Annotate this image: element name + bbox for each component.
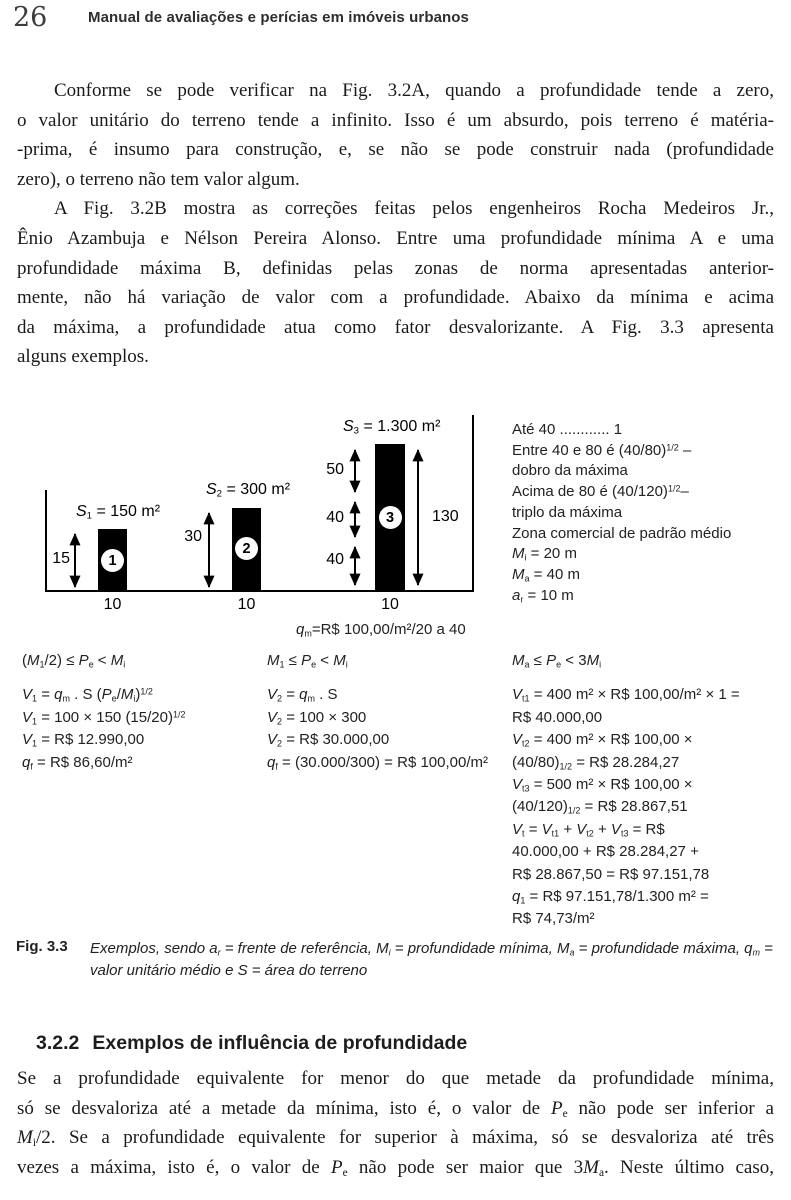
condition: $(M_1/2) \le P_e < M_i$ — [22, 652, 126, 670]
formula-line: 40.000,00 + R$ 28.284,27 + — [512, 843, 699, 861]
formula-line: $(40/80)_{1/2}$ = R$ 28.284,27 — [512, 753, 680, 771]
note-line: Acima de 80 é $(40/120)^{1/2}-$ — [512, 483, 689, 501]
section-paragraph — [17, 1064, 774, 1182]
formula-line: $V_2$ = R$ 30.000,00 — [267, 731, 390, 749]
paragraph-line: o valor unitário do terreno tende a infinito. Isso é um absurdo, pois terreno é matéria- — [17, 109, 774, 131]
formula-line: $V_{t3} = 500$ m² × R$ 100,00 × — [512, 776, 693, 794]
note-line: $M_a = 40$ m — [512, 565, 580, 584]
formula-line: $(40/120)_{1/2}$ = R$ 28.867,51 — [512, 798, 688, 816]
note-line: Até 40 ............ 1 — [512, 421, 623, 438]
paragraph-line: A Fig. 3.2B mostra as correções feitas pelos engenheiros Rocha Medeiros Jr., — [54, 198, 774, 220]
depth-value-bar3-top: 50 — [326, 461, 344, 478]
formula-line: $V_2 = q_m$ . S — [267, 686, 338, 704]
formula-line: $q_f = (30.000/300)$ = R$ 100,00/m² — [267, 753, 488, 771]
note-line: Zona comercial de padrão médio — [512, 524, 732, 542]
figure-caption-text: Exemplos, sendo $a_r$ = frente de referência, $M_i$ = profundidade mínima, $M_a$ = profundidade máxima, $q_m$ = valor unitário médio e S = área do terreno — [90, 940, 773, 979]
lot-number-badge-1: 1 — [101, 549, 124, 572]
note-line: Entre 40 e 80 é $(40/80)^{1/2}$ – — [512, 441, 692, 459]
paragraph-line: só se desvaloriza até a metade da mínima, isto é, o valor de $P_e$ não pode ser inferior a — [17, 1097, 774, 1120]
depth-value-bar3-mid: 40 — [326, 509, 344, 526]
formula-line: $V_{t1} = 400$ m² × R$ 100,00/m² × 1 = — [512, 686, 740, 704]
formula-line: $V_2 = 100 \times 300$ — [267, 708, 367, 727]
depth-value-bar3-total: 130 — [432, 508, 459, 525]
formula-line: $V_{t2} = 400$ m² × R$ 100,00 × — [512, 731, 693, 749]
example-3-formulas — [512, 650, 790, 931]
formula-line: R$ 40.000,00 — [512, 708, 603, 726]
paragraph-line: alguns exemplos. — [17, 346, 149, 368]
section-number: 3.2.2 — [36, 1032, 80, 1054]
depth-value-bar3-bottom: 40 — [326, 551, 344, 568]
area-label-s3: $S_3 = 1.300$ m² — [343, 418, 441, 437]
formula-line: R$ 74,73/m² — [512, 910, 595, 928]
paragraph-line: -prima, é insumo para construção, e, se não se pode construir nada (profundidade — [17, 139, 774, 161]
width-value-bar3: 10 — [381, 596, 399, 613]
lot-number-badge-3: 3 — [379, 506, 402, 529]
width-value-bar2: 10 — [237, 596, 256, 613]
formula-line: $V_t = V_{t1} + V_{t2} + V_{t3}$ = R$ — [512, 820, 665, 839]
figure-caption-label: Fig. 3.3 — [16, 938, 68, 955]
area-label-s1: $S_1 = 150$ m² — [76, 503, 161, 522]
paragraph-line: $M_i/2$. Se a profundidade equivalente for superior à máxima, só se desvaloriza até três — [17, 1127, 774, 1150]
paragraph-line: da máxima, a profundidade atua como fator desvalorizante. A Fig. 3.3 apresenta — [17, 316, 774, 338]
unit-value-note: $q_m=R\$$ 100,00/m²/20 a 40 — [296, 621, 466, 639]
formula-line: R$ 28.867,50 = R$ 97.151,78 — [512, 865, 710, 883]
formula-line: $q_f$ = R$ 86,60/m² — [22, 753, 133, 771]
paragraph-line: profundidade máxima B, definidas pelas zonas de norma apresentadas anterior- — [17, 257, 774, 279]
width-value-bar1: 10 — [103, 596, 122, 613]
paragraph-line: Se a profundidade equivalente for menor do que metade da profundidade mínima, — [17, 1068, 774, 1089]
note-line: $a_r = 10$ m — [512, 586, 574, 604]
paragraph-line: zero), o terreno não tem valor algum. — [17, 168, 300, 190]
page-number: 26 — [13, 2, 48, 33]
figure-3-3-diagram — [40, 403, 485, 621]
figure-caption — [16, 938, 778, 981]
condition: $M_a \le P_e < 3M_i$ — [512, 652, 602, 670]
section-title: Exemplos de influência de profundidade — [92, 1032, 468, 1054]
depth-value-bar2: 30 — [184, 528, 202, 545]
formula-line: $V_1 = q_m$ . S $(P_e/M_i)^{1/2}$ — [22, 686, 153, 704]
depth-value-bar1: 15 — [52, 550, 70, 567]
formula-line: $V_1$ = R$ 12.990,00 — [22, 731, 145, 749]
intro-paragraphs — [17, 76, 774, 372]
formula-line: $q_1$ = R$ 97.151,78/1.300 m² = — [512, 888, 709, 906]
paragraph-line: Conforme se pode verificar na Fig. 3.2A, quando a profundidade tende a zero, — [54, 80, 774, 101]
paragraph-line: Ênio Azambuja e Nélson Pereira Alonso. Entre uma profundidade mínima A e uma — [17, 227, 774, 249]
section-heading — [36, 1032, 467, 1055]
condition: $M_1 \le P_e < M_i$ — [267, 652, 348, 670]
note-line: $M_i = 20$ m — [512, 545, 577, 563]
note-line: triplo da máxima — [512, 503, 623, 521]
depth-rules-note — [512, 420, 790, 606]
lot-number-badge-2: 2 — [235, 537, 258, 560]
example-1-formulas — [22, 650, 267, 774]
formula-line: $V_1 = 100 \times 150$ $(15/20)^{1/2}$ — [22, 708, 186, 727]
note-line: dobro da máxima — [512, 462, 628, 480]
paragraph-line: vezes a máxima, isto é, o valor de $P_e$ não pode ser maior que $3M_a$. Neste último caso, — [17, 1156, 775, 1179]
running-title: Manual de avaliações e perícias em imóveis urbanos — [88, 9, 470, 26]
paragraph-line: mente, não há variação de valor com a profundidade. Abaixo da mínima e acima — [17, 287, 774, 309]
area-label-s2: $S_2 = 300$ m² — [206, 481, 291, 500]
example-2-formulas — [267, 650, 510, 774]
